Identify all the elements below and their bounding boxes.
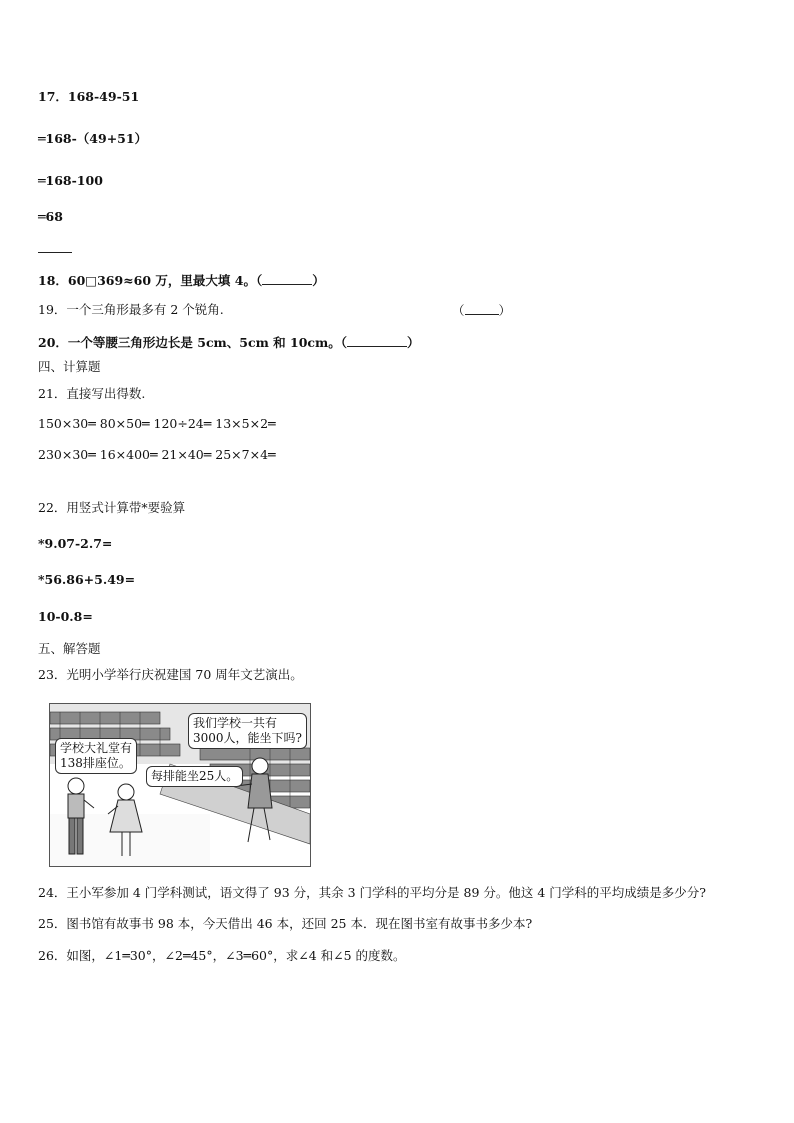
q19-answer — [452, 302, 511, 319]
bubble-school-total-line1: 我们学校一共有 — [193, 716, 278, 730]
q18-text: 18．60□369≈60 万，里最大填 4。（ — [38, 273, 263, 288]
answer-divider — [38, 252, 72, 253]
q25-text: 25．图书馆有故事书 98 本，今天借出 46 本，还回 25 本．现在图书室有故事书多少本? — [38, 916, 533, 931]
q18-close: ） — [312, 273, 325, 288]
q20 — [38, 334, 420, 351]
q17-line1: 17．168-49-51 — [38, 89, 140, 104]
q17-line2: ═168-（49+51） — [38, 131, 148, 146]
q21-title: 21．直接写出得数. — [38, 386, 146, 401]
q22-item-2: *56.86+5.49= — [38, 572, 136, 587]
speech-bubble-seat-rows — [55, 738, 137, 774]
q19-open: （ — [452, 303, 465, 318]
q19-answer-blank[interactable] — [465, 302, 499, 315]
bubble-school-total-line2: 3000人，能坐下吗? — [193, 731, 302, 745]
section-4-heading: 四、计算题 — [38, 359, 101, 374]
q19-text: 19．一个三角形最多有 2 个锐角. — [38, 302, 224, 317]
q17-line4: ═68 — [38, 209, 63, 224]
q20-answer-blank[interactable] — [347, 334, 407, 347]
q23-illustration — [49, 703, 311, 867]
q18-answer-blank[interactable] — [262, 272, 312, 285]
q21-row1: 150×30═ 80×50═ 120÷24═ 13×5×2═ — [38, 416, 276, 431]
q18 — [38, 272, 325, 289]
q22-item-1: *9.07-2.7= — [38, 536, 113, 551]
q22-item-3: 10-0.8= — [38, 609, 93, 624]
q21-row2: 230×30═ 16×400═ 21×40═ 25×7×4═ — [38, 447, 276, 462]
q20-text: 20．一个等腰三角形边长是 5cm、5cm 和 10cm。（ — [38, 335, 348, 350]
speech-bubble-school-total — [188, 713, 307, 749]
q26-text: 26．如图，∠1═30°，∠2═45°，∠3═60°，求∠4 和∠5 的度数。 — [38, 948, 406, 963]
q22-title: 22．用竖式计算带*要验算 — [38, 500, 186, 515]
bubble-seat-rows-line2: 138排座位。 — [60, 756, 131, 770]
speech-bubble-seats-per-row: 每排能坐25人。 — [146, 766, 243, 787]
q23-title: 23．光明小学举行庆祝建国 70 周年文艺演出。 — [38, 667, 303, 682]
q17-line3: ═168-100 — [38, 173, 103, 188]
section-5-heading: 五、解答题 — [38, 641, 101, 656]
bubble-seat-rows-line1: 学校大礼堂有 — [60, 741, 133, 755]
q20-close: ） — [407, 335, 420, 350]
q19-close: ） — [498, 303, 512, 318]
q24-text: 24．王小军参加 4 门学科测试，语文得了 93 分，其余 3 门学科的平均分是 89 分。他这 4 门学科的平均成绩是多少分? — [38, 885, 707, 900]
